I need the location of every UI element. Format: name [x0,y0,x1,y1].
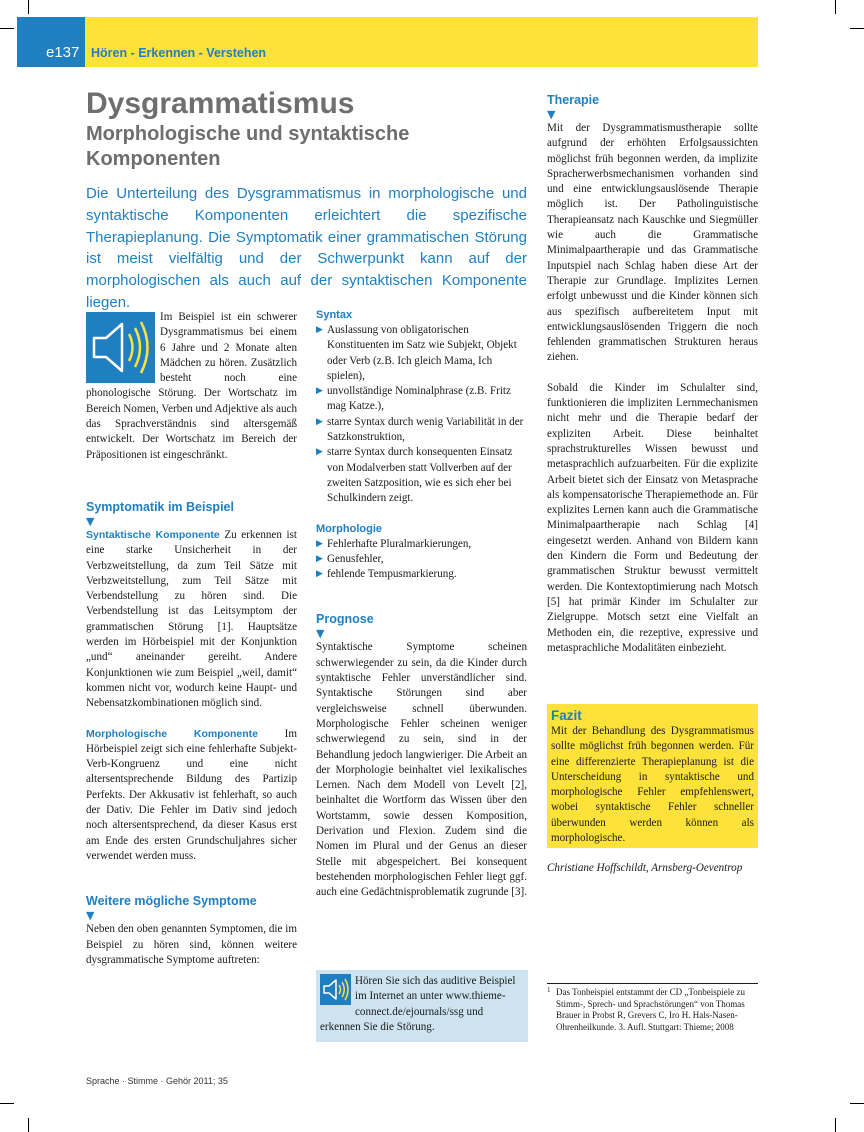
list-item: ▶ starre Syntax durch konsequenten Einsatz von Modalverben statt Vollverben auf der zweiten Satzposition, wie es sich eher bei Schulkindern zeigt. [316,446,513,505]
triangle-right-icon: ▶ [316,325,323,335]
list-item: ▶ unvollständige Nominalphrase (z.B. Fritz mag Katze.), [316,385,511,413]
fazit-heading: Fazit [551,708,582,723]
crop-mark [28,0,29,14]
triangle-right-icon: ▶ [316,569,323,580]
column-right [547,93,758,656]
triangle-right-icon: ▶ [316,416,323,427]
syntax-component-text: Zu erkennen ist eine starke Unsicherheit in der Verbzweitstellung, da zum Teil Sätze mit Verbzweitstellung, zum Teil Sätze mit Verbendstellung zu hören sind. Die Verbendstellung ist das Leitsymptom der grammatischen Störung [1]. Hauptsätze werden im Hörbeispiel mit der Konjunktion „und“ aneinander gereiht. Andere Konjunktionen wie zum Beispiel „weil, damit“ kommen nicht vor, wodurch keine Haupt- und Nebensatzkombinationen möglich sind. [86,528,297,710]
morphology-list [316,537,527,583]
intro-text: Im Beispiel ist ein schwerer Dysgrammatismus bei einem 6 Jahre und 2 Monate alten Mädchen zu hören. Zusätzlich besteht noch eine phonologische Störung. Der Wortschatz im Bereich Nomen, Verben und Adjektive als auch das Sprachverständnis sind altersgemäß entwickelt. Der Wortschatz im Bereich der Präpositionen ist eingeschränkt. [86,311,297,461]
footnote-divider [547,983,758,984]
list-item: ▶ Fehlerhafte Pluralmarkierungen, [316,537,527,552]
further-symptoms-text: Neben den oben genannten Symptomen, die im Beispiel zu hören sind, können weitere dysgrammatische Symptome auftreten: [86,923,297,966]
list-item: ▶ Auslassung von obligatorischen Konstituenten im Satz wie Subjekt, Objekt oder Verb (z.B. Ich gleich Mama, Ich spielen), [316,324,517,382]
list-item: ▶ Genusfehler, [316,552,527,567]
article-subtitle: Morphologische und syntaktische Komponenten [86,123,410,170]
syntax-component-paragraph [86,528,297,712]
therapie-paragraph-2: Sobald die Kinder im Schulalter sind, funktionieren die impliziten Lernmechanismen nicht mehr und die Therapie bedarf der expliziten Arbeit. Diese beinhaltet sprachstrukturelles Wissen bewusst und metasprachlich aufzuarbeiten. Für die explizite Arbeit bietet sich der Einsatz von Metasprache als kompensatorische Therapiemethode an. Für explizites Lernen kann auch die Grammatische Minimalpaartherapie nach Schlag [4] eingesetzt werden. Anhand von Bildern kann den Kindern die Form und Bedeutung der grammatischen Struktur bewusst vermittelt werden. Die Kontextoptimierung nach Motsch [5] hat primär Kinder im Schulalter zur Zielgruppe. Motsch setzt eine Vielfalt an Methoden ein, die rezeptive, expressive und metasprachliche Modalitäten einbezieht. [547,381,758,654]
crop-mark [835,0,836,14]
crop-mark [850,1103,864,1104]
triangle-down-icon: ▼ [86,909,95,923]
column-middle [316,308,527,901]
column-left [86,310,297,968]
syntax-list [316,323,527,507]
crop-mark [850,28,864,29]
page-number: e137 [17,17,85,67]
speaker-icon[interactable] [86,312,155,383]
therapie-heading: Therapie [547,93,600,107]
symptom-heading: Symptomatik im Beispiel [86,499,234,514]
morph-component-label: Morphologische Komponente [86,727,259,740]
speaker-icon[interactable] [320,974,351,1005]
triangle-right-icon: ▶ [316,553,323,564]
footnote [547,987,758,1033]
syntax-heading: Syntax [316,309,353,321]
triangle-down-icon: ▼ [86,514,95,528]
triangle-right-icon: ▶ [316,538,323,549]
footnote-number: 1 [547,986,551,994]
morph-component-paragraph [86,727,297,865]
further-symptoms-heading: Weitere mögliche Symptome [86,894,257,909]
fazit-text: Mit der Behandlung des Dysgrammatismus sollte möglichst früh begonnen werden. Für eine differenzierte Therapieplanung ist die Unterscheidung in syntaktische und morphologische Fehler empfehlenswert, wobei syntaktische Fehler schneller überwunden werden können als morphologische. [551,725,754,845]
author: Christiane Hoffschildt, Arnsberg-Oeventrop [547,862,743,874]
prognose-heading: Prognose [316,612,374,627]
list-item: ▶ starre Syntax durch wenig Variabilität in der Satzkonstruktion, [316,415,524,444]
section-header: Hören - Erkennen - Verstehen [85,17,758,67]
triangle-right-icon: ▶ [316,447,323,458]
triangle-down-icon: ▼ [316,627,325,641]
crop-mark [835,1118,836,1132]
crop-mark [0,28,14,29]
footnote-text: Das Tonbeispiel entstammt der CD „Tonbeispiele zu Stimm-, Sprech- und Sprachstörungen“ von Thomas Brauer in Probst R, Grevers C, Iro H. Hals-Nasen-Ohrenheilkunde. 3. Aufl. Stuttgart: Thieme; 2008 [556,987,746,1032]
morph-component-text: Im Hörbeispiel zeigt sich eine fehlerhafte Subjekt-Verb-Kongruenz und eine nicht altersentsprechende Bildung des Partizip Perfekts. Der Akkusativ ist fehlerhaft, so auch der Dativ. Die Fehler im Dativ sind jedoch noch altersentsprechend, da dieser Kasus erst am Ende des ersten Grundschuljahres sicher verwendet werden muss. [86,727,297,862]
audio-hint-box [316,970,528,1042]
triangle-down-icon: ▼ [547,108,556,121]
morphology-heading: Morphologie [316,522,382,535]
prognose-text: Syntaktische Symptome scheinen schwerwiegender zu sein, da die Kinder durch syntaktische Fehler unverständlicher sind. Syntaktische Störungen sind aber vergleichsweise schnell überwunden. Morphologische Fehler scheinen weniger schwerwiegend zu sein, sind in der Behandlung jedoch langwieriger. Die Arbeit an der Morphologie beinhaltet viel lexikalisches Lernen. Nach dem Modell von Levelt [2], beinhaltet die Wortform das Wissen über den Wortstamm, sowie dessen Komposition, Derivation und Flexion. Zudem sind die Nomen im Plural und der Genus an dieser Stelle mit abgespeichert. Bei konsequent bestehenden morphologischen Fehler liegt ggf. auch eine Gedächtnisproblematik zugrunde [3]. [316,641,528,899]
article-title: Dysgrammatismus [86,87,355,120]
therapie-paragraph-1: Mit der Dysgrammatismustherapie sollte aufgrund der erhöhten Erfolgsaussichten möglichst früh begonnen werden, da implizite Spracherwerbsmechanismen vorhanden sind und eine entwicklungsauslösende Therapie möglich ist. Der Patholinguistische Therapieansatz nach Kauschke und Siegmüller wie auch die Grammatische Minimalpaartherapie und das Grammatische Inputspiel nach Schlag haben diese Art der Therapie zur Grundlage. Implizites Lernen erfolgt unbewusst und die Kinder können sich aus spezifisch aufbereitetem Input mit entwicklungsauslösenden Triggern die noch fehlenden grammatischen Strukturen heraus ziehen. [547,122,758,364]
article-lead: Die Unterteilung des Dysgrammatismus in morphologische und syntaktische Komponenten erleichtert die spezifische Therapieplanung. Die Symptomatik einer grammatischen Störung ist meist vielfältig und der Schwerpunkt kann auf der morphologischen als auch auf der syntaktischen Komponente liegen. [86,185,527,311]
crop-mark [28,1118,29,1132]
audio-hint-text: Hören Sie sich das auditive Beispiel im Internet an unter www.thieme-connect.de/ejournals/ssg und erkennen Sie die Störung. [320,975,516,1033]
list-item: ▶ fehlende Tempusmarkierung. [316,567,527,582]
journal-citation: Sprache · Stimme · Gehör 2011; 35 [86,1076,228,1086]
syntax-component-label: Syntaktische Komponente [86,528,220,541]
triangle-right-icon: ▶ [316,386,323,397]
crop-mark [0,1103,14,1104]
fazit-box [547,704,758,848]
